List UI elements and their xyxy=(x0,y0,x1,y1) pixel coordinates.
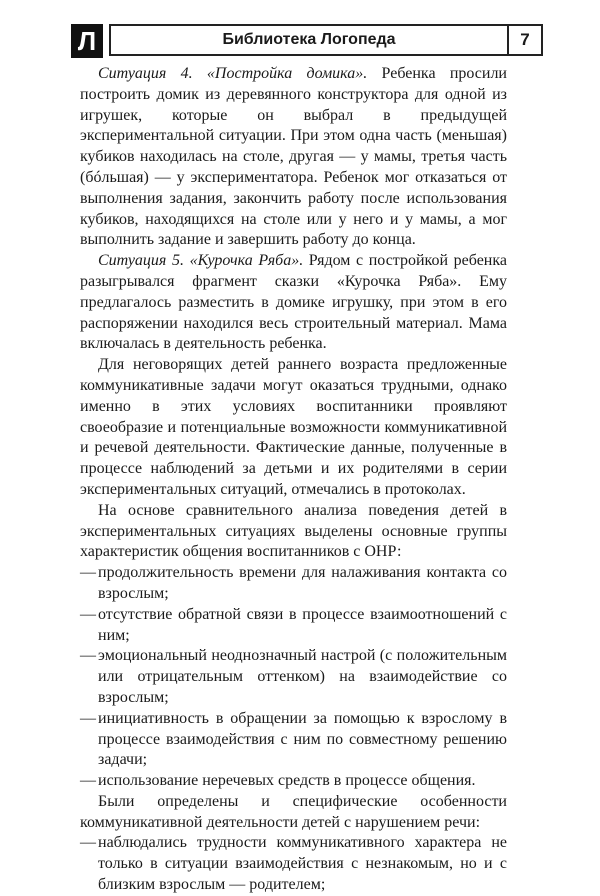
paragraph-specifics: Были определены и специфические особенности коммуникативной деятельности детей с нарушением речи: xyxy=(80,792,507,831)
list-dash: — xyxy=(80,834,96,852)
list-item: — инициативность в обращении за помощью к взрослому в процессе взаимодействия с ним по совместному решению задачи; xyxy=(80,709,507,769)
situation-4-heading: Ситуация 4. «Постройка домика». xyxy=(98,65,368,82)
list-dash: — xyxy=(80,709,96,727)
list-item: — эмоциональный неоднозначный настрой (с положительным или отрицательным оттенком) на взаимодействие со взрослым; xyxy=(80,647,507,706)
list-dash: — xyxy=(80,564,96,582)
page-body xyxy=(80,64,507,896)
list-dash: — xyxy=(80,772,96,790)
list-dash: — xyxy=(80,605,96,623)
page-number: 7 xyxy=(520,30,530,49)
list-item: — продолжительность времени для налаживания контакта со взрослым; xyxy=(80,564,507,602)
header-title-bar xyxy=(109,24,543,56)
paragraph-difficulty: Для неговорящих детей раннего возраста предложенные коммуникативные задачи могут оказаться трудными, однако именно в этих условиях воспитанники проявляют своеобразие и потенциальные возможности коммуникативной и речевой деятельности. Фактические данные, полученные в процессе наблюдений за детьми и их родителями в серии экспериментальных ситуаций, отмечались в протоколах. xyxy=(80,356,507,498)
series-logo: Л xyxy=(71,24,103,58)
characteristics-list xyxy=(80,563,507,792)
running-header xyxy=(71,20,530,62)
situation-5-heading: Ситуация 5. «Курочка Ряба». xyxy=(98,252,304,270)
list-item: — использование неречевых средств в процессе общения. xyxy=(80,771,507,792)
paragraph-situation-4 xyxy=(80,64,507,251)
paragraph-analysis: На основе сравнительного анализа поведения детей в экспериментальных ситуациях выделены основные группы характеристик общения воспитанников с ОНР: xyxy=(80,501,507,561)
situation-5-text: Рядом с постройкой ребенка разыгрывался фрагмент сказки «Курочка Ряба». Ему предлагалось разместить в домике игрушку, при этом в его распоряжении находился весь строительный материал. Мама включалась в деятельность ребенка. xyxy=(80,252,507,353)
specifics-list xyxy=(80,833,507,895)
paragraph-situation-5 xyxy=(80,251,507,355)
situation-4-text: Ребенка просили построить домик из деревянного конструктора для одной из игрушек, которые он выбрал в предыдущей экспериментальной ситуации. При этом одна часть (меньшая) кубиков находилась на столе, другая — у мамы, третья часть (бóльшая) — у экспериментатора. Ребенок мог отказаться от выполнения задания, закончить работу после использования кубиков, находящихся на столе или у него и у мамы, а мог выполнить задание и завершить работу до конца. xyxy=(80,65,507,249)
list-dash: — xyxy=(80,647,96,665)
list-item: — отсутствие обратной связи в процессе взаимоотношений с ним; xyxy=(80,605,507,644)
list-item: — наблюдались трудности коммуникативного характера не только в ситуации взаимодействия с незнакомым, но и с близким взрослым — родителем; xyxy=(80,834,507,894)
series-title: Библиотека Логопеда xyxy=(222,31,396,48)
